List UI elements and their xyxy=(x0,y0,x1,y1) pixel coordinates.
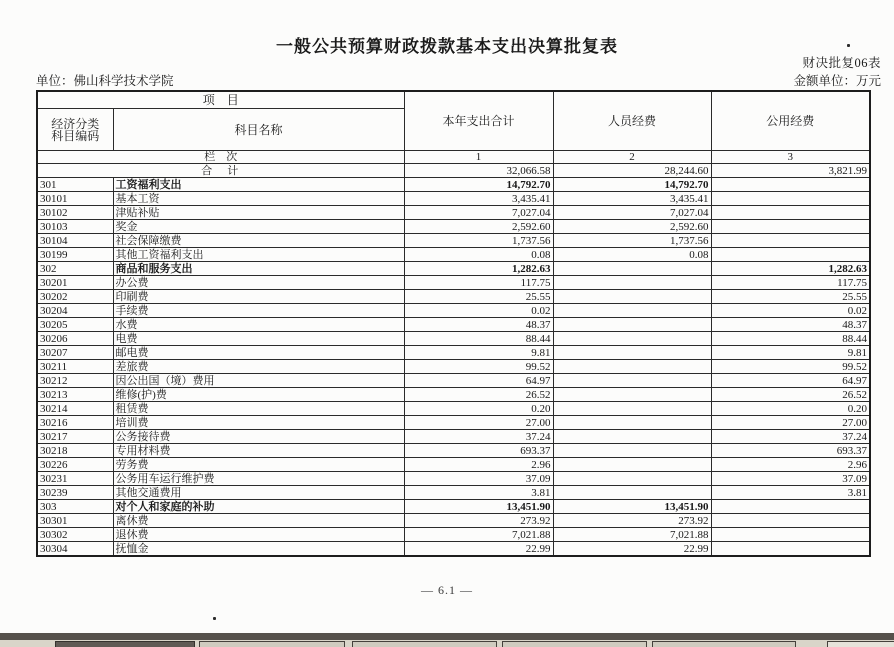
cell-public xyxy=(711,234,870,248)
cell-public: 26.52 xyxy=(711,388,870,402)
column-header-public: 公用经费 xyxy=(711,91,870,151)
cell-total: 0.08 xyxy=(404,248,553,262)
cell-public: 0.20 xyxy=(711,402,870,416)
cell-total: 37.09 xyxy=(404,472,553,486)
row-code: 30301 xyxy=(37,514,113,528)
cell-public xyxy=(711,178,870,192)
cell-total: 88.44 xyxy=(404,332,553,346)
cell-personnel xyxy=(553,388,711,402)
row-code: 30206 xyxy=(37,332,113,346)
cell-personnel xyxy=(553,318,711,332)
cell-public: 1,282.63 xyxy=(711,262,870,276)
cell-public: 3,821.99 xyxy=(711,164,870,178)
column-index-1: 1 xyxy=(404,151,553,164)
column-header-total: 本年支出合计 xyxy=(404,91,553,151)
row-code: 30231 xyxy=(37,472,113,486)
cell-personnel xyxy=(553,430,711,444)
row-name: 租赁费 xyxy=(113,402,404,416)
cell-public: 25.55 xyxy=(711,290,870,304)
cell-public xyxy=(711,206,870,220)
cell-personnel: 22.99 xyxy=(553,542,711,557)
meta-row xyxy=(36,71,881,87)
cell-public: 117.75 xyxy=(711,276,870,290)
row-name: 办公费 xyxy=(113,276,404,290)
row-name: 抚恤金 xyxy=(113,542,404,557)
sheet-tab[interactable] xyxy=(352,641,497,647)
lanci-label: 栏 次 xyxy=(37,151,404,164)
table-row xyxy=(37,486,870,500)
table-row xyxy=(37,542,870,557)
table-row xyxy=(37,178,870,192)
table-row xyxy=(37,500,870,514)
row-name: 奖金 xyxy=(113,220,404,234)
speck-dot xyxy=(847,44,850,47)
cell-personnel xyxy=(553,458,711,472)
cell-personnel xyxy=(553,304,711,318)
row-name: 工资福利支出 xyxy=(113,178,404,192)
cell-personnel: 3,435.41 xyxy=(553,192,711,206)
row-name: 退休费 xyxy=(113,528,404,542)
cell-personnel xyxy=(553,262,711,276)
column-index-row xyxy=(37,151,870,164)
row-code: 30239 xyxy=(37,486,113,500)
cell-public xyxy=(711,248,870,262)
row-name: 水费 xyxy=(113,318,404,332)
cell-public: 64.97 xyxy=(711,374,870,388)
cell-total: 117.75 xyxy=(404,276,553,290)
row-code: 30101 xyxy=(37,192,113,206)
row-code: 30211 xyxy=(37,360,113,374)
row-code: 30212 xyxy=(37,374,113,388)
row-code: 301 xyxy=(37,178,113,192)
row-name: 对个人和家庭的补助 xyxy=(113,500,404,514)
column-index-2: 2 xyxy=(553,151,711,164)
cell-public: 3.81 xyxy=(711,486,870,500)
table-row xyxy=(37,472,870,486)
cell-total: 2.96 xyxy=(404,458,553,472)
cell-personnel: 28,244.60 xyxy=(553,164,711,178)
cell-personnel xyxy=(553,346,711,360)
row-code: 30226 xyxy=(37,458,113,472)
row-total-label: 合 计 xyxy=(37,164,404,178)
cell-personnel xyxy=(553,360,711,374)
cell-total: 14,792.70 xyxy=(404,178,553,192)
cell-total: 0.20 xyxy=(404,402,553,416)
row-name: 因公出国（境）费用 xyxy=(113,374,404,388)
cell-public xyxy=(711,500,870,514)
budget-table xyxy=(36,90,871,557)
cell-total: 32,066.58 xyxy=(404,164,553,178)
bottom-tab-strip xyxy=(0,640,894,647)
row-code: 303 xyxy=(37,500,113,514)
page-title: 一般公共预算财政拨款基本支出决算批复表 xyxy=(276,37,618,56)
cell-public xyxy=(711,192,870,206)
table-row xyxy=(37,444,870,458)
cell-total: 9.81 xyxy=(404,346,553,360)
row-name: 电费 xyxy=(113,332,404,346)
sheet-tab[interactable] xyxy=(55,641,195,647)
table-row xyxy=(37,402,870,416)
table-row xyxy=(37,290,870,304)
cell-personnel xyxy=(553,402,711,416)
sheet-tab[interactable] xyxy=(199,641,345,647)
table-row xyxy=(37,430,870,444)
cell-public: 0.02 xyxy=(711,304,870,318)
cell-public: 27.00 xyxy=(711,416,870,430)
row-name: 其他工资福利支出 xyxy=(113,248,404,262)
cell-total: 26.52 xyxy=(404,388,553,402)
cell-personnel: 14,792.70 xyxy=(553,178,711,192)
speck-dot xyxy=(213,617,216,620)
cell-personnel: 273.92 xyxy=(553,514,711,528)
cell-personnel: 0.08 xyxy=(553,248,711,262)
cell-total: 1,737.56 xyxy=(404,234,553,248)
row-name: 维修(护)费 xyxy=(113,388,404,402)
cell-total: 7,027.04 xyxy=(404,206,553,220)
row-code: 30214 xyxy=(37,402,113,416)
table-row xyxy=(37,262,870,276)
cell-personnel xyxy=(553,374,711,388)
table-row xyxy=(37,346,870,360)
cell-total: 1,282.63 xyxy=(404,262,553,276)
row-name: 社会保障缴费 xyxy=(113,234,404,248)
cell-personnel xyxy=(553,416,711,430)
cell-total: 22.99 xyxy=(404,542,553,557)
row-code: 30204 xyxy=(37,304,113,318)
cell-public: 2.96 xyxy=(711,458,870,472)
row-code: 30207 xyxy=(37,346,113,360)
sheet-tab[interactable] xyxy=(652,641,796,647)
row-code: 30202 xyxy=(37,290,113,304)
row-name: 商品和服务支出 xyxy=(113,262,404,276)
cell-personnel: 7,027.04 xyxy=(553,206,711,220)
row-name: 差旅费 xyxy=(113,360,404,374)
cell-total: 64.97 xyxy=(404,374,553,388)
table-body xyxy=(37,164,870,557)
table-row xyxy=(37,304,870,318)
row-name: 培训费 xyxy=(113,416,404,430)
cell-personnel xyxy=(553,486,711,500)
row-name: 津贴补贴 xyxy=(113,206,404,220)
cell-total: 2,592.60 xyxy=(404,220,553,234)
cell-public xyxy=(711,542,870,557)
cell-personnel xyxy=(553,332,711,346)
cell-total: 0.02 xyxy=(404,304,553,318)
column-header-personnel: 人员经费 xyxy=(553,91,711,151)
cell-public: 693.37 xyxy=(711,444,870,458)
cell-public: 9.81 xyxy=(711,346,870,360)
row-name: 其他交通费用 xyxy=(113,486,404,500)
form-code-label: 财决批复06表 xyxy=(802,56,881,70)
table-header-row-1 xyxy=(37,91,870,109)
amount-unit-label: 金额单位：万元 xyxy=(793,74,881,88)
row-name: 公务接待费 xyxy=(113,430,404,444)
cell-public xyxy=(711,220,870,234)
table-row xyxy=(37,164,870,178)
table-row xyxy=(37,318,870,332)
row-code: 30104 xyxy=(37,234,113,248)
table-row xyxy=(37,458,870,472)
row-name: 印刷费 xyxy=(113,290,404,304)
row-code: 30201 xyxy=(37,276,113,290)
sheet-tab[interactable] xyxy=(827,641,894,647)
cell-personnel xyxy=(553,444,711,458)
cell-public: 37.09 xyxy=(711,472,870,486)
row-code: 302 xyxy=(37,262,113,276)
cell-total: 273.92 xyxy=(404,514,553,528)
row-code: 30302 xyxy=(37,528,113,542)
table-row xyxy=(37,374,870,388)
table-row xyxy=(37,192,870,206)
table-row xyxy=(37,248,870,262)
code-header-line1: 经济分类 xyxy=(51,116,100,131)
cell-total: 693.37 xyxy=(404,444,553,458)
cell-total: 7,021.88 xyxy=(404,528,553,542)
row-code: 30205 xyxy=(37,318,113,332)
row-code: 30218 xyxy=(37,444,113,458)
project-header: 项 目 xyxy=(37,91,404,109)
cell-personnel xyxy=(553,276,711,290)
code-header-line2: 科目编码 xyxy=(51,128,100,143)
table-row xyxy=(37,234,870,248)
row-name: 邮电费 xyxy=(113,346,404,360)
row-name: 公务用车运行维护费 xyxy=(113,472,404,486)
row-code: 30304 xyxy=(37,542,113,557)
cell-public: 37.24 xyxy=(711,430,870,444)
table-row xyxy=(37,276,870,290)
table-row xyxy=(37,416,870,430)
cell-personnel: 2,592.60 xyxy=(553,220,711,234)
row-code: 30216 xyxy=(37,416,113,430)
cell-personnel: 13,451.90 xyxy=(553,500,711,514)
cell-total: 3.81 xyxy=(404,486,553,500)
cell-total: 25.55 xyxy=(404,290,553,304)
row-code: 30217 xyxy=(37,430,113,444)
row-code: 30102 xyxy=(37,206,113,220)
row-name: 基本工资 xyxy=(113,192,404,206)
sheet-tab[interactable] xyxy=(502,641,647,647)
table-row xyxy=(37,514,870,528)
cell-public xyxy=(711,514,870,528)
cell-total: 13,451.90 xyxy=(404,500,553,514)
table-row xyxy=(37,332,870,346)
table-row xyxy=(37,388,870,402)
cell-public: 48.37 xyxy=(711,318,870,332)
cell-total: 37.24 xyxy=(404,430,553,444)
table-row xyxy=(37,220,870,234)
row-name: 离休费 xyxy=(113,514,404,528)
column-index-3: 3 xyxy=(711,151,870,164)
unit-label: 单位：佛山科学技术学院 xyxy=(36,74,174,88)
table-row xyxy=(37,206,870,220)
cell-personnel xyxy=(553,290,711,304)
row-name: 手续费 xyxy=(113,304,404,318)
column-header-name: 科目名称 xyxy=(113,109,404,151)
row-name: 劳务费 xyxy=(113,458,404,472)
cell-public: 88.44 xyxy=(711,332,870,346)
page-number: — 6.1 — xyxy=(421,583,473,597)
cell-personnel: 1,737.56 xyxy=(553,234,711,248)
cell-public xyxy=(711,528,870,542)
cell-personnel xyxy=(553,472,711,486)
table-row xyxy=(37,360,870,374)
column-header-code xyxy=(37,109,113,151)
row-code: 30213 xyxy=(37,388,113,402)
table-row xyxy=(37,528,870,542)
window-divider-bar xyxy=(0,633,894,640)
cell-total: 99.52 xyxy=(404,360,553,374)
cell-public: 99.52 xyxy=(711,360,870,374)
cell-total: 27.00 xyxy=(404,416,553,430)
row-code: 30199 xyxy=(37,248,113,262)
cell-total: 48.37 xyxy=(404,318,553,332)
cell-total: 3,435.41 xyxy=(404,192,553,206)
row-name: 专用材料费 xyxy=(113,444,404,458)
row-code: 30103 xyxy=(37,220,113,234)
cell-personnel: 7,021.88 xyxy=(553,528,711,542)
